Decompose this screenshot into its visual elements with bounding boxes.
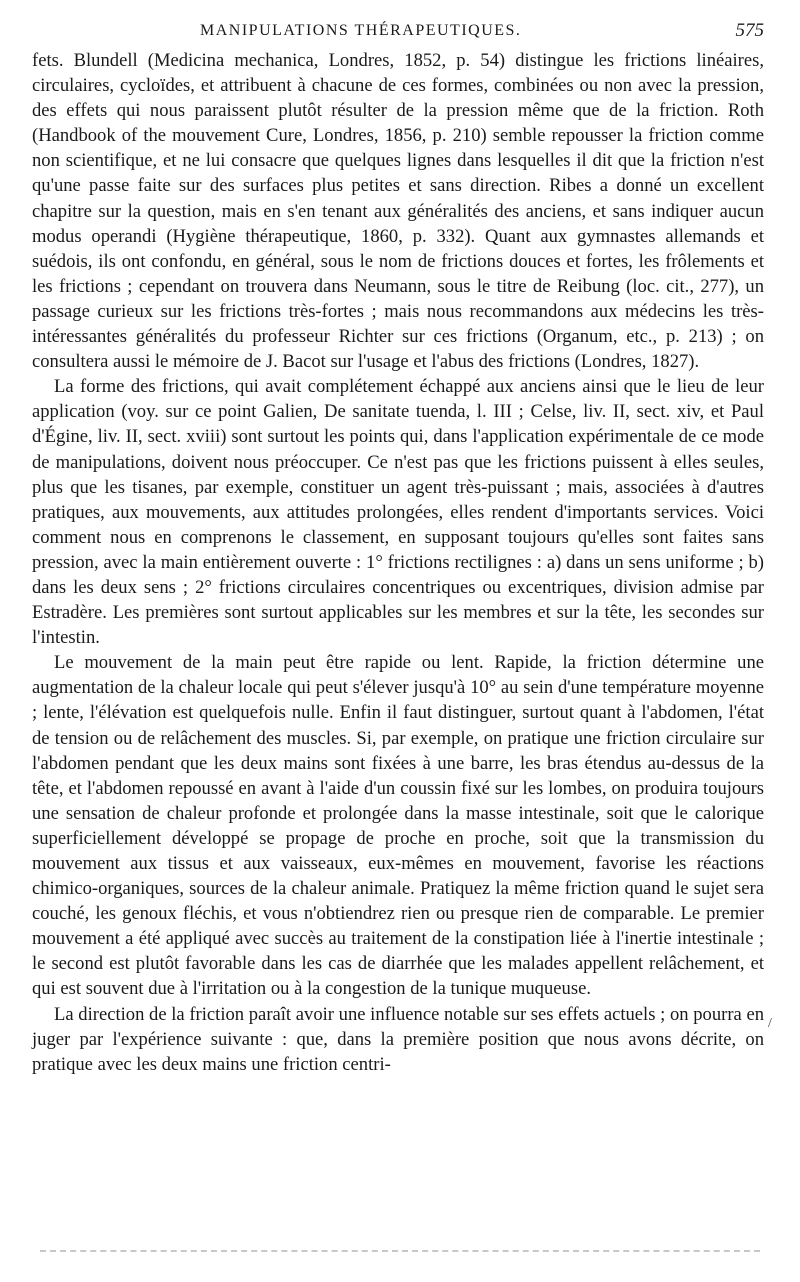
paragraph-1: fets. Blundell (Medicina mechanica, Londres, 1852, p. 54) distingue les frictions linéaires, circulaires, cycloïdes, et attribuent à chacune de ces formes, combinées ou non avec la pression, des effets qui nous paraissent plutôt résulter de la pression même que de la friction. Roth (Handbook of the mouvement Cure, Londres, 1856, p. 210) semble repousser la friction comme non scientifique, et ne lui consacre que quelques lignes dans lesquelles il dit que la friction n'est qu'une passe faite sur des surfaces plus petites et sans direction. Ribes a donné un excellent chapitre sur la question, mais en s'en tenant aux généralités des anciens, et sans indiquer aucun modus operandi (Hygiène thérapeutique, 1860, p. 332). Quant aux gymnastes allemands et suédois, ils ont confondu, en général, sous le nom de frictions douces et fortes, les frôlements et les frictions ; cependant on trouvera dans Neumann, sous le titre de Reibung (loc. cit., 277), un passage curieux sur les frictions très-fortes ; mais nous recommandons aux médecins les très-intéressantes généralités du professeur Richter sur ces frictions (Organum, etc., p. 213) ; on consultera aussi le mémoire de J. Bacot sur l'usage et l'abus des frictions (Londres, 1827). — [32, 50, 764, 373]
running-title: MANIPULATIONS THÉRAPEUTIQUES. — [200, 22, 522, 39]
running-head — [0, 18, 800, 46]
margin-mark: / — [768, 1016, 772, 1031]
paragraph-2: La forme des frictions, qui avait complétement échappé aux anciens ainsi que le lieu de leur application (voy. sur ce point Galien, De sanitate tuenda, l. III ; Celse, liv. II, sect. xiv, et Paul d'Égine, liv. II, sect. xviii) sont surtout les points qui, dans l'application expérimentale de ce mode de manipulations, doivent nous préoccuper. Ce n'est pas que les frictions puissent à elles seules, plus que les tisanes, par exemple, constituer un agent très-puissant ; mais, associées à d'autres pratiques, aux mouvements, aux attitudes prolongées, elles rendent d'importants services. Voici comment nous en comprenons le classement, en supposant toujours qu'elles sont faites sans pression, avec la main entièrement ouverte : 1° frictions rectilignes : a) dans un sens uniforme ; b) dans les deux sens ; 2° frictions circulaires concentriques ou excentriques, division admise par Estradère. Les premières sont surtout applicables sur les membres et sur la tête, les secondes sur l'intestin. — [32, 376, 764, 649]
bottom-rule — [40, 1250, 760, 1252]
page-number: 575 — [735, 20, 764, 41]
paragraph-3: Le mouvement de la main peut être rapide ou lent. Rapide, la friction détermine une augmentation de la chaleur locale qui peut s'élever jusqu'à 10° au sein d'une température moyenne ; lente, l'élévation est quelquefois nulle. Enfin il faut distinguer, surtout quant à l'abdomen, l'état de tension ou de relâchement des muscles. Si, par exemple, on pratique une friction circulaire sur l'abdomen pendant que les deux mains sont fixées à une barre, les bras étendus au-dessus de la tête, et l'abdomen repoussé en avant à l'aide d'un coussin fixé sur les lombes, on produira toujours une sensation de chaleur profonde et prolongée dans la masse intestinale, soit que le calorique superficiellement développé se propage de proche en proche, soit que la transmission du mouvement aux tissus et aux vaisseaux, eux-mêmes en mouvement, favorise les réactions chimico-organiques, sources de la chaleur animale. Pratiquez la même friction quand le sujet sera couché, les genoux fléchis, et vous n'obtiendrez rien ou presque rien de comparable. Le premier mouvement a été appliqué avec succès au traitement de la constipation liée à l'inertie intestinale ; le second est plutôt favorable dans les cas de diarrhée que les malades appellent relâchement, et qui est souvent due à l'irritation ou à la congestion de la tunique muqueuse. — [32, 652, 764, 1000]
body-text — [32, 48, 764, 1077]
paragraph-4: La direction de la friction paraît avoir une influence notable sur ses effets actuels ; on pourra en juger par l'expérience suivante : que, dans la première position que nous avons décrite, on pratique avec les deux mains une friction centri- — [32, 1003, 764, 1075]
